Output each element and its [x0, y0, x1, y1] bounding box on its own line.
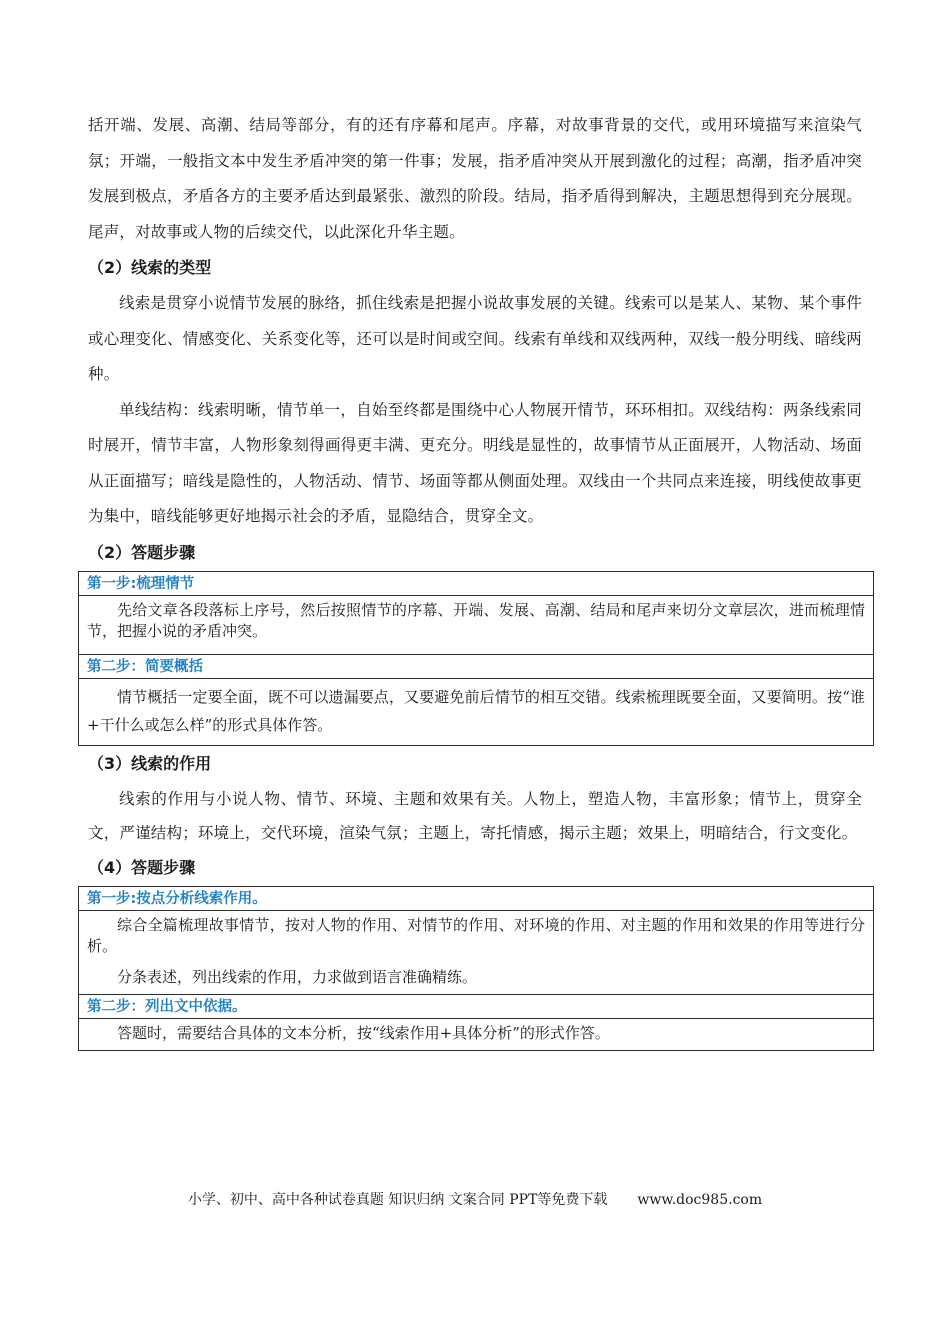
step1-title: 第一步:梳理情节	[79, 572, 873, 596]
footer-text: 小学、初中、高中各种试卷真题 知识归纳 文案合同 PPT等免费下载	[187, 1192, 608, 1208]
heading-answer-steps-1: （2）答题步骤	[88, 542, 196, 562]
step2-body-2-text: 答题时，需要结合具体的文本分析，按“线索作用+具体分析”的形式作答。	[117, 1023, 610, 1042]
clue-types-paragraph-2: 单线结构：线索明晰，情节单一，自始至终都是围绕中心人物展开情节，环环相扣。双线结构：两条线索同时展开，情节丰富，人物形象刻得画得更丰满、更充分。明线是显性的，故事情节从正面展开，人物活动、场面从正面描写；暗线是隐性的，人物活动、情节、场面等都从侧面处理。双线由一个共同点来连接，明线使故事更为集中，暗线能够更好地揭示社会的矛盾，显隐结合，贯穿全文。	[88, 400, 862, 525]
step1-body-2-text-2: 分条表述，列出线索的作用，力求做到语言准确精练。	[117, 967, 478, 986]
intro-paragraph: 括开端、发展、高潮、结局等部分，有的还有序幕和尾声。序幕，对故事背景的交代，或用环境描写来渲染气氛；开端，一般指文本中发生矛盾冲突的第一件事；发展，指矛盾冲突从开展到激化的过程；高潮，指矛盾冲突发展到极点，矛盾各方的主要矛盾达到最紧张、激烈的阶段。结局，指矛盾得到解决，主题思想得到充分展现。尾声，对故事或人物的后续交代，以此深化升华主题。	[88, 116, 862, 241]
clue-types-paragraph-1: 线索是贯穿小说情节发展的脉络，抓住线索是把握小说故事发展的关键。线索可以是某人、某物、某个事件或心理变化、情感变化、关系变化等，还可以是时间或空间。线索有单线和双线两种，双线一般分明线、暗线两种。	[88, 294, 862, 383]
answer-steps-table-1	[78, 571, 874, 746]
document-body	[87, 108, 865, 1051]
footer-url[interactable]: www.doc985.com	[637, 1192, 763, 1208]
heading-answer-steps-2: （4）答题步骤	[88, 857, 196, 877]
step2-body-2	[79, 1019, 873, 1050]
step2-body	[79, 679, 873, 745]
heading-clue-function: （3）线索的作用	[88, 753, 212, 773]
step1-body-text: 先给文章各段落标上序号，然后按照情节的序幕、开端、发展、高潮、结局和尾声来切分文章层次，进而梳理情节，把握小说的矛盾冲突。	[87, 600, 865, 640]
step2-title-2: 第二步：列出文中依据。	[79, 995, 873, 1019]
step1-body-2	[79, 911, 873, 995]
heading-clue-types: （2）线索的类型	[88, 258, 212, 277]
clue-function-paragraph: 线索的作用与小说人物、情节、环境、主题和效果有关。人物上，塑造人物，丰富形象；情节上，贯穿全文，严谨结构；环境上，交代环境，渲染气氛；主题上，寄托情感，揭示主题；效果上，明暗结合，行文变化。	[88, 789, 862, 842]
step1-body-2-text-1: 综合全篇梳理故事情节，按对人物的作用、对情节的作用、对环境的作用、对主题的作用和效果的作用等进行分析。	[87, 915, 865, 955]
step2-body-text: 情节概括一定要全面，既不可以遗漏要点，又要避免前后情节的相互交错。线索梳理既要全面，又要简明。按“谁+干什么或怎么样”的形式具体作答。	[87, 687, 865, 734]
step1-title-2: 第一步:按点分析线索作用。	[79, 887, 873, 911]
step1-body	[79, 596, 873, 655]
page-footer	[0, 1190, 950, 1210]
step2-title: 第二步：简要概括	[79, 655, 873, 679]
answer-steps-table-2	[78, 886, 874, 1051]
